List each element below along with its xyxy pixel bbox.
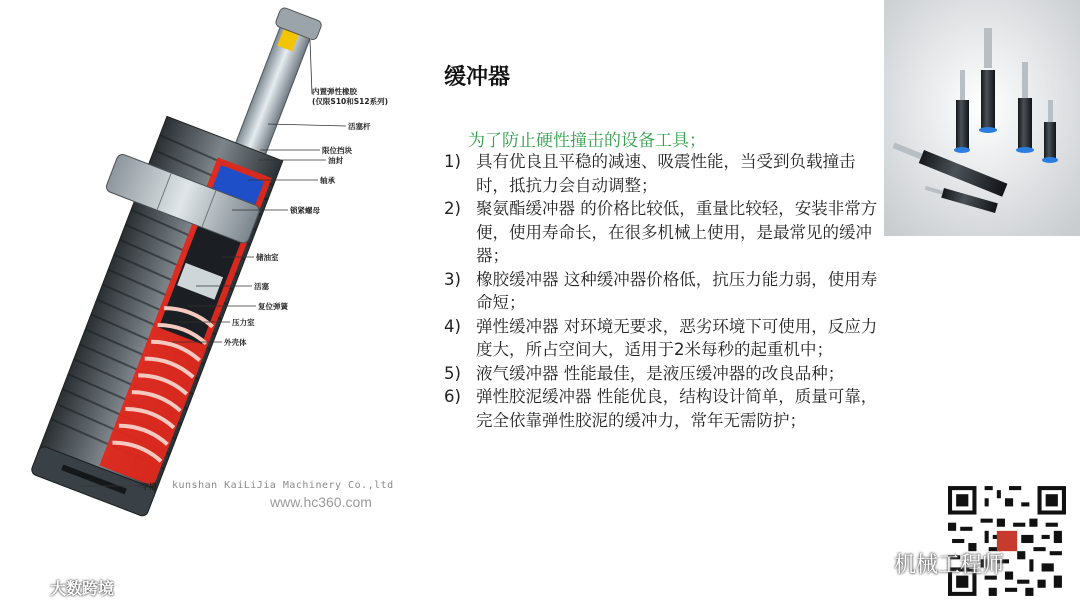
intro-text: 为了防止硬性撞击的设备工具； bbox=[468, 131, 706, 151]
list-item-number: 3) bbox=[444, 269, 461, 289]
list-item-number: 1) bbox=[444, 152, 461, 171]
list-item-text: 具有优良且平稳的减速、吸震性能，当受到负载撞击时，抵抗力会自动调整； bbox=[476, 152, 856, 195]
list-item bbox=[444, 197, 884, 268]
list-item bbox=[444, 150, 884, 197]
label-rod: 活塞杆 bbox=[348, 122, 371, 131]
list-item-number: 6) bbox=[444, 387, 461, 406]
list-item bbox=[444, 315, 884, 362]
list-item-text: 弹性胶泥缓冲器 性能优良，结构设计简单，质量可靠，完全依靠弹性胶泥的缓冲力，常年无需防护； bbox=[476, 387, 878, 430]
list-item bbox=[444, 385, 884, 432]
list-item-number: 4) bbox=[444, 316, 461, 336]
wechat-icon bbox=[860, 552, 888, 576]
list-item-text: 橡胶缓冲器 这种缓冲器价格低，抗压力能力弱，使用寿命短； bbox=[476, 269, 878, 312]
qr-code bbox=[948, 486, 1066, 596]
list-item-number: 2) bbox=[444, 199, 461, 218]
watermark-right bbox=[860, 548, 1004, 579]
label-rubber: 内置弹性橡胶 bbox=[312, 87, 357, 96]
label-rubber-note: (仅限S10和S12系列) bbox=[312, 97, 389, 106]
watermark-left bbox=[6, 576, 114, 599]
product-photo bbox=[884, 0, 1080, 236]
label-spring: 复位弹簧 bbox=[258, 302, 288, 311]
label-slot: 一字槽 bbox=[134, 482, 157, 491]
feature-list bbox=[444, 150, 884, 432]
list-item-text: 聚氨酯缓冲器 的价格比较低，重量比较轻，安装非常方便，使用寿命长，在很多机械上使用，是最常见的缓冲器； bbox=[476, 199, 878, 265]
label-piston: 活塞 bbox=[254, 282, 269, 291]
list-item-number: 5) bbox=[444, 363, 461, 383]
label-stop: 限位挡块 bbox=[322, 146, 352, 155]
label-reservoir: 储油室 bbox=[256, 253, 279, 262]
label-nut: 锁紧螺母 bbox=[290, 206, 320, 215]
label-body: 外壳体 bbox=[224, 338, 247, 347]
label-bearing: 轴承 bbox=[320, 176, 335, 185]
list-item-text: 液气缓冲器 性能最佳，是液压缓冲器的改良品种； bbox=[476, 363, 845, 383]
watermark-right-text: 机械工程师 bbox=[894, 553, 1005, 578]
shock-absorber-cutaway-diagram bbox=[0, 0, 440, 520]
label-seal: 油封 bbox=[328, 156, 343, 165]
list-item-text: 弹性缓冲器 对环境无要求，恶劣环境下可使用，反应力度大，所占空间大，适用于2米每秒的起重机中； bbox=[476, 316, 878, 359]
label-chamber: 压力室 bbox=[232, 318, 255, 327]
list-item bbox=[444, 268, 884, 315]
brand-text: kunshan KaiLiJia Machinery Co.,ltd bbox=[172, 480, 394, 491]
slide-title: 缓冲器 bbox=[444, 65, 511, 90]
brand-logo-icon bbox=[6, 579, 46, 597]
watermark-left-text: 大数跨境 bbox=[50, 579, 115, 598]
list-item bbox=[444, 362, 884, 386]
brand-url: www.hc360.com bbox=[270, 494, 372, 510]
